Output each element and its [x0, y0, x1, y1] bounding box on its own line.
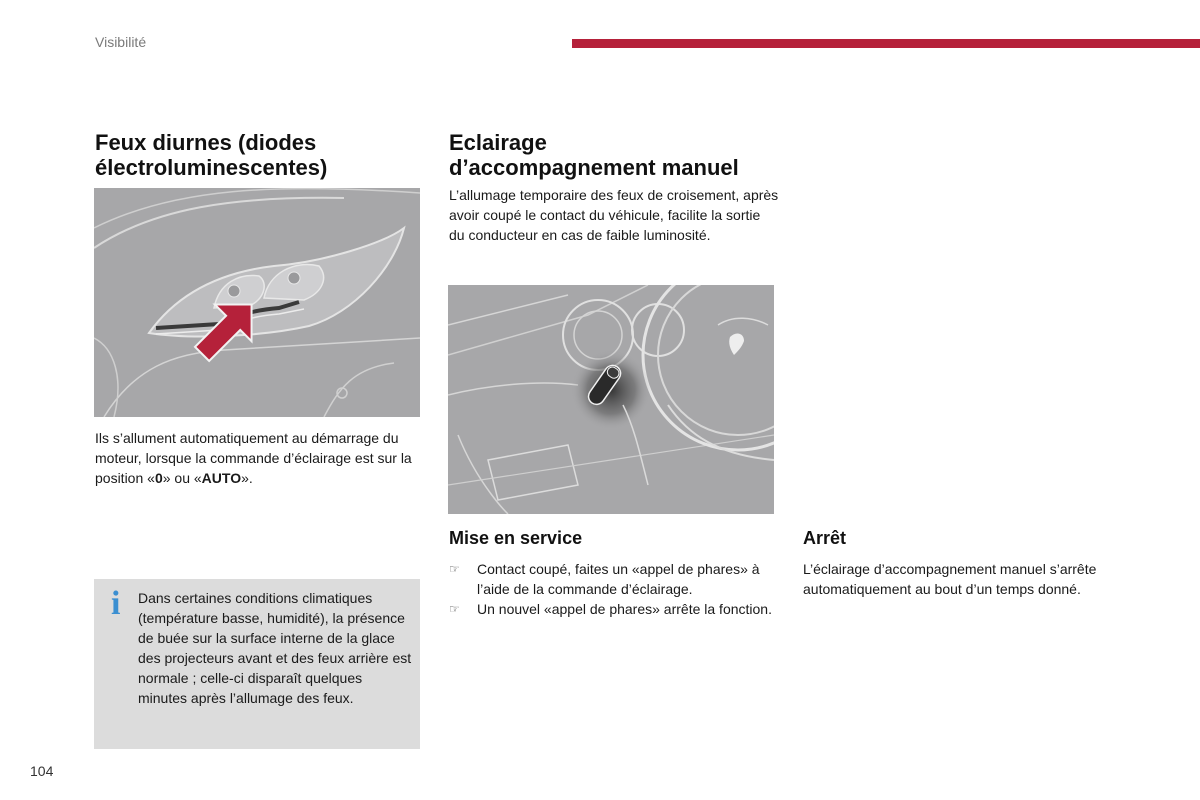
info-text: Dans certaines conditions climatiques (température basse, humidité), la présence de buée sur la surface interne de la glace des projecteurs avant et des feux arrière est normale ; celle-ci disparaît quelques minutes après l’allumage des feux. — [138, 590, 412, 706]
section-label: Visibilité — [95, 34, 147, 50]
list-item-text: Contact coupé, faites un «appel de phares» à l’aide de la commande d’éclairage. — [477, 561, 760, 597]
position-auto: AUTO — [201, 470, 242, 486]
paragraph-part2: » ou « — [162, 470, 202, 486]
steering-column-stalk-illustration — [448, 285, 774, 514]
list-item — [449, 599, 779, 619]
info-icon: i — [111, 585, 121, 622]
list-item-text: Un nouvel «appel de phares» arrête la fonction. — [477, 601, 772, 617]
right-intro — [449, 185, 779, 245]
paragraph-part3: ». — [241, 470, 253, 486]
position-zero: 0 — [154, 470, 163, 486]
arret-text: L’éclairage d’accompagnement manuel s’arrête automatiquement au bout d’un temps donné. — [803, 561, 1097, 597]
info-box — [94, 579, 420, 749]
headlight-figure — [94, 188, 420, 417]
intro-text: L’allumage temporaire des feux de croisement, après avoir coupé le contact du véhicule, facilite la sortie du conducteur en cas de faible luminosité. — [449, 187, 779, 243]
mise-en-service-list — [449, 559, 779, 619]
pointing-hand-icon: ☞ — [449, 562, 460, 576]
left-paragraph — [95, 428, 425, 488]
pointing-hand-icon: ☞ — [449, 602, 460, 616]
arret-title: Arrêt — [803, 528, 847, 548]
left-title-line1: Feux diurnes (diodes — [95, 130, 317, 155]
right-title-line1: Eclairage — [449, 130, 547, 155]
page-number: 104 — [30, 763, 54, 779]
mise-en-service-title: Mise en service — [449, 528, 583, 548]
list-item — [449, 559, 779, 599]
left-title-line2: électroluminescentes) — [95, 155, 328, 180]
right-title — [449, 130, 789, 180]
header-accent-bar — [572, 39, 1200, 48]
mise-en-service-section — [449, 528, 779, 619]
stalk-figure — [448, 285, 774, 514]
headlight-arrow-illustration — [94, 188, 420, 417]
left-title — [95, 130, 425, 180]
right-title-line2: d’accompagnement manuel — [449, 155, 739, 180]
arret-section — [803, 528, 1143, 599]
paragraph-part1: Ils s’allument automatiquement au démarrage du moteur, lorsque la commande d’éclairage est sur la position « — [95, 430, 412, 486]
